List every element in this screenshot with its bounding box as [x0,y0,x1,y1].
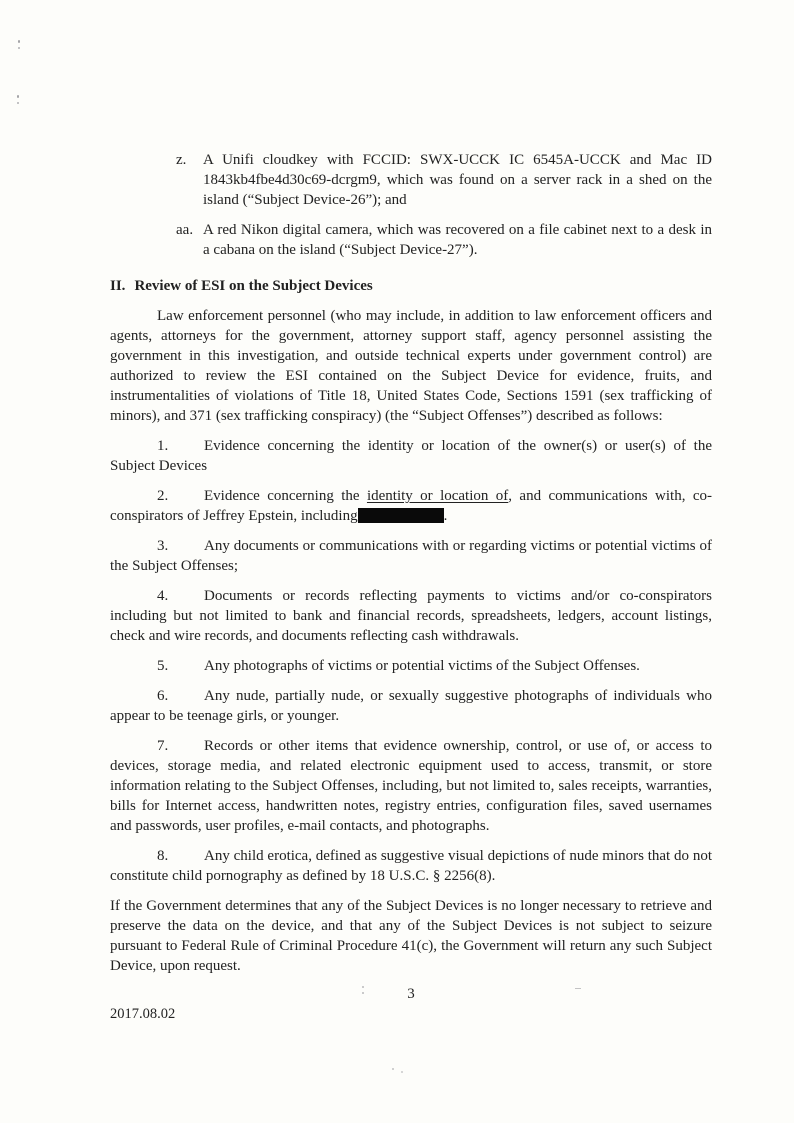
item-text: Evidence concerning the [204,488,367,504]
item-text: Records or other items that evidence ownership, control, or use of, or access to devices, storage media, and related electronic equipment used to access, transmit, or store information relating to the Subject Offenses, including, but not limited to, sales receipts, warranties, bills for Internet access, handwritten notes, registry entries, configuration files, saved usernames and passwords, user profiles, e-mail contacts, and photographs. [110,738,712,834]
list-item-4 [110,586,712,646]
redaction-box [358,508,444,523]
list-item-3 [110,536,712,576]
scan-artifact [17,102,19,104]
list-item-8 [110,846,712,886]
list-item-2 [110,486,712,526]
item-text: , and communications with, co-conspirators of Jeffrey Epstein, including [110,488,712,524]
scan-artifact [18,40,20,43]
list-item-7 [110,736,712,836]
item-number: 6. [157,688,169,704]
item-text-underlined: identity or location of [366,488,509,504]
item-number: 8. [157,848,169,864]
item-number: 1. [157,438,169,454]
item-number: 4. [157,588,169,604]
list-item-6 [110,686,712,726]
scan-artifact [17,95,19,98]
item-text: Any photographs of victims or potential victims of the Subject Offenses. [204,658,640,674]
item-text: Any documents or communications with or regarding victims or potential victims of the Subject Offenses; [110,538,712,574]
item-text: Documents or records reflecting payments to victims and/or co-conspirators including but not limited to bank and financial records, spreadsheets, ledgers, account listings, check and wire records, and documents reflecting cash withdrawals. [110,588,712,644]
device-list-item-aa [176,220,712,260]
scan-artifact [18,47,20,49]
intro-paragraph: Law enforcement personnel (who may include, in addition to law enforcement officers and agents, attorneys for the government, attorney support staff, agency personnel assisting the government in this investigation, and outside technical experts under government control) are authorized to review the ESI contained on the Subject Device for evidence, fruits, and instrumentalities of violations of Title 18, United States Code, Sections 1591 (sex trafficking of minors), and 371 (sex trafficking conspiracy) (the “Subject Offenses”) described as follows: [110,308,712,424]
scan-artifact [401,1071,403,1073]
item-number: 5. [157,658,169,674]
item-text: A Unifi cloudkey with FCCID: SWX-UCCK IC 6545A-UCCK and Mac ID 1843kb4fbe4d30c69-dcrgm9, which was found on a server rack in a shed on the island (“Subject Device-26”); and [203,152,712,208]
section-heading [110,276,712,296]
section-numeral: II. [110,278,126,294]
item-text: A red Nikon digital camera, which was recovered on a file cabinet next to a desk in a cabana on the island (“Subject Device-27”). [203,222,712,258]
item-letter: aa. [176,222,194,238]
page-number: 3 [407,986,415,1002]
item-text: Evidence concerning the identity or location of the owner(s) or user(s) of the Subject Devices [110,438,712,474]
item-text: Any nude, partially nude, or sexually suggestive photographs of individuals who appear to be teenage girls, or younger. [110,688,712,724]
footer-date: 2017.08.02 [110,1006,176,1022]
item-number: 7. [157,738,169,754]
item-number: 3. [157,538,169,554]
section-title: Review of ESI on the Subject Devices [134,278,373,294]
item-number: 2. [157,488,169,504]
device-list-item-z [176,150,712,210]
item-letter: z. [176,152,187,168]
list-item-1 [110,436,712,476]
item-text: Any child erotica, defined as suggestive visual depictions of nude minors that do not constitute child pornography as defined by 18 U.S.C. § 2256(8). [110,848,712,884]
document-content [110,150,712,1024]
closing-paragraph: If the Government determines that any of the Subject Devices is no longer necessary to retrieve and preserve the data on the device, and that any of the Subject Devices is not subject to seizure pursuant to Federal Rule of Criminal Procedure 41(c), the Government will return any such Subject Device, upon request. [110,898,712,974]
item-text-after: . [443,508,448,524]
list-item-5 [110,656,712,676]
scan-artifact [392,1068,394,1070]
